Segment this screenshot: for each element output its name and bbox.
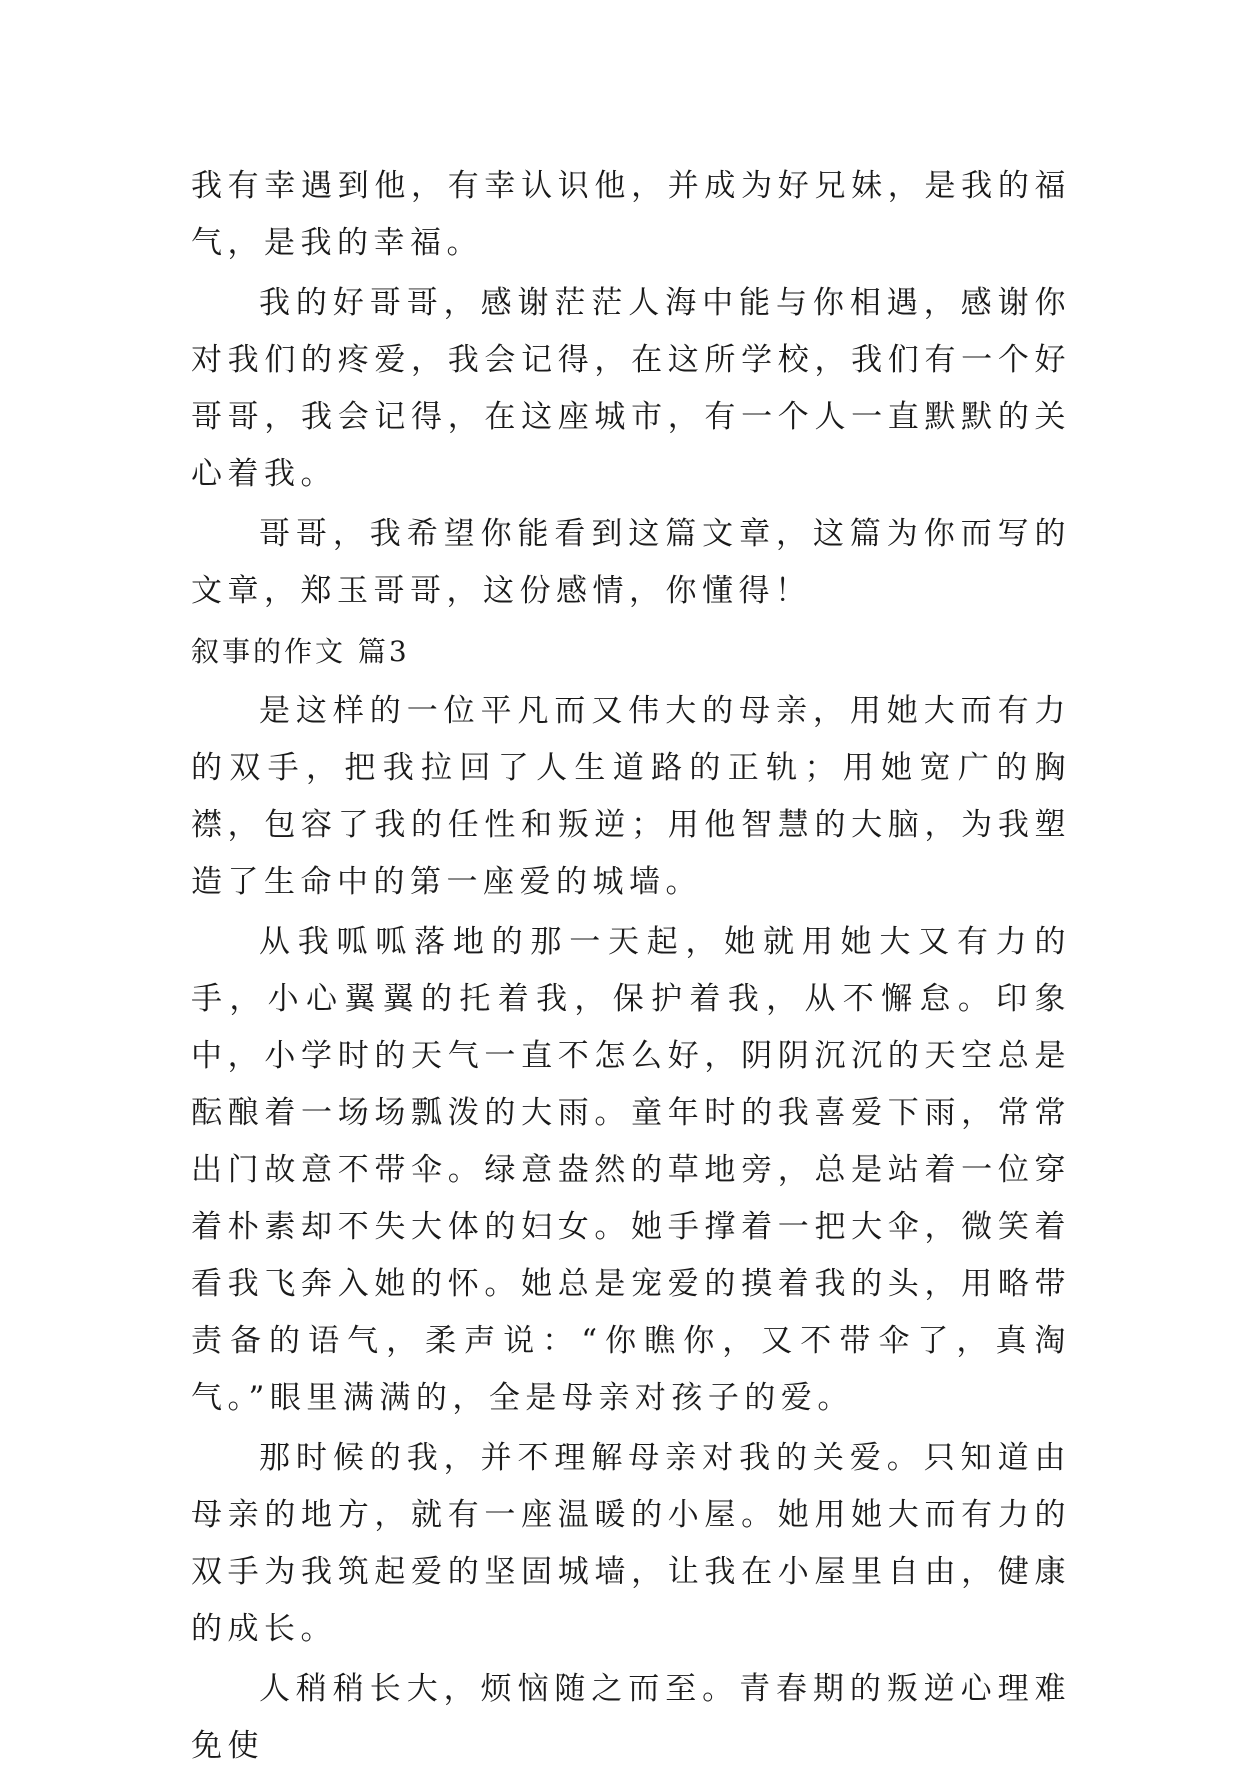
section-paragraph-3: 那时候的我，并不理解母亲对我的关爱。只知道由母亲的地方，就有一座温暖的小屋。她用她大而有力的双手为我筑起爱的坚固城墙，让我在小屋里自由，健康的成长。 xyxy=(191,1440,1071,1647)
section-paragraph-2: 从我呱呱落地的那一天起，她就用她大又有力的手，小心翼翼的托着我，保护着我，从不懈怠。印象中，小学时的天气一直不怎么好，阴阴沉沉的天空总是酝酿着一场场瓢泼的大雨。童年时的我喜爱下雨，常常出门故意不带伞。绿意盎然的草地旁，总是站着一位穿着朴素却不失大体的妇女。她手撑着一把大伞，微笑着看我飞奔入她的怀。她总是宠爱的摸着我的头，用略带责备的语气，柔声说：“你瞧你，又不带伞了，真淘气。”眼里满满的，全是母亲对孩子的爱。 xyxy=(191,924,1071,1416)
paragraph-2: 我的好哥哥，感谢茫茫人海中能与你相遇，感谢你对我们的疼爱，我会记得，在这所学校，我们有一个好哥哥，我会记得，在这座城市，有一个人一直默默的关心着我。 xyxy=(191,285,1071,492)
section-paragraph-4: 人稍稍长大，烦恼随之而至。青春期的叛逆心理难免使 xyxy=(191,1671,1071,1764)
section-heading: 叙事的作文 篇3 xyxy=(191,635,410,668)
paragraph-1: 我有幸遇到他，有幸认识他，并成为好兄妹，是我的福气，是我的幸福。 xyxy=(191,168,1071,261)
section-paragraph-1: 是这样的一位平凡而又伟大的母亲，用她大而有力的双手，把我拉回了人生道路的正轨；用她宽广的胸襟，包容了我的任性和叛逆；用他智慧的大脑，为我塑造了生命中的第一座爱的城墙。 xyxy=(191,693,1071,900)
document-page xyxy=(191,158,1071,1778)
paragraph-3: 哥哥，我希望你能看到这篇文章，这篇为你而写的文章，郑玉哥哥，这份感情，你懂得！ xyxy=(191,516,1071,609)
